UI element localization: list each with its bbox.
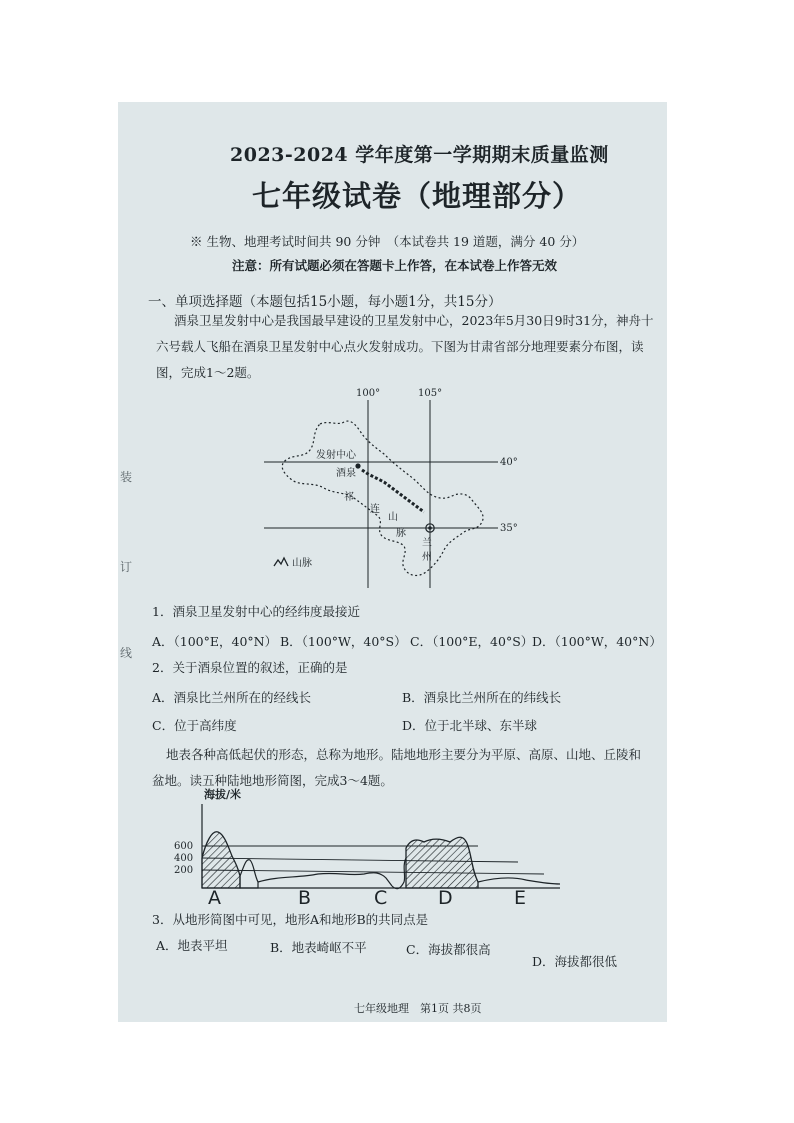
- q3-option-b[interactable]: B．地表崎岖不平: [270, 940, 367, 955]
- qilian-char-4: 脉: [396, 528, 406, 539]
- profile-letter-b: B: [298, 887, 312, 909]
- qilian-char-3: 山: [388, 512, 398, 523]
- gansu-outline: [282, 421, 483, 575]
- lat-label-35: 35°: [500, 523, 518, 534]
- qilian-char-2: 连: [370, 504, 380, 515]
- landform-e: [478, 878, 560, 884]
- profile-letter-a: A: [208, 887, 221, 909]
- exam-title: 2023-2024 学年度第一学期期末质量监测: [230, 144, 609, 166]
- landform-intro-2: 盆地。读五种陆地地形简图，完成3～4题。: [152, 773, 393, 788]
- gansu-map: [258, 382, 528, 592]
- q2-option-a[interactable]: A．酒泉比兰州所在的经线长: [152, 690, 312, 705]
- launch-center-label: 发射中心: [316, 450, 356, 461]
- lon-label-100: 100°: [356, 388, 381, 399]
- q2-option-b[interactable]: B．酒泉比兰州所在的纬线长: [402, 690, 562, 705]
- q3-option-a[interactable]: A．地表平坦: [156, 938, 228, 953]
- intro-line-1: 酒泉卫星发射中心是我国最早建设的卫星发射中心，2023年5月30日9时31分，神舟十: [174, 313, 654, 328]
- tick-600: 600: [174, 841, 194, 852]
- exam-note: ※ 生物、地理考试时间共 90 分钟 （本试卷共 19 道题，满分 40 分）: [190, 234, 585, 249]
- lanzhou-char-1: 兰: [422, 538, 432, 549]
- q1-option-d[interactable]: D．（100°W，40°N）: [532, 634, 662, 649]
- q1-option-a[interactable]: A．（100°E，40°N）: [152, 634, 278, 649]
- mountain-legend-label: 山脉: [292, 558, 312, 569]
- profile-letter-d: D: [438, 887, 453, 909]
- lon-label-105: 105°: [418, 388, 443, 399]
- q3-stem: 3．从地形简图中可见，地形A和地形B的共同点是: [152, 912, 429, 927]
- landform-a-mountain: [202, 832, 240, 888]
- profile-ylabel: 海拔/米: [204, 788, 242, 801]
- landform-profile: [174, 786, 568, 909]
- landform-a-foothill: [240, 860, 258, 888]
- profile-letter-e: E: [514, 887, 527, 909]
- page-footer: 七年级地理 第1页 共8页: [354, 1002, 482, 1015]
- lat-label-40: 40°: [500, 457, 518, 468]
- lanzhou-char-2: 州: [422, 552, 432, 563]
- margin-mark-1: 装: [120, 470, 133, 484]
- q1-option-b[interactable]: B．（100°W，40°S）: [280, 634, 407, 649]
- jiuquan-label: 酒泉: [336, 468, 356, 479]
- profile-letter-c: C: [374, 887, 388, 909]
- exam-warning: 注意：所有试题必须在答题卡上作答，在本试卷上作答无效: [232, 258, 558, 273]
- landform-d: [406, 837, 478, 888]
- qilian-char-1: 祁: [344, 492, 354, 503]
- intro-line-2: 六号载人飞船在酒泉卫星发射中心点火发射成功。下图为甘肃省部分地理要素分布图，读: [156, 339, 644, 354]
- exam-subtitle: 七年级试卷（地理部分）: [252, 179, 583, 213]
- q2-option-c[interactable]: C．位于高纬度: [152, 718, 237, 733]
- q2-stem: 2．关于酒泉位置的叙述，正确的是: [152, 660, 348, 675]
- margin-mark-2: 订: [120, 560, 133, 574]
- intro-line-3: 图，完成1～2题。: [156, 365, 260, 380]
- mountain-legend-icon: [274, 558, 288, 566]
- exam-paper: [118, 102, 667, 1022]
- tick-400: 400: [174, 853, 194, 864]
- lanzhou-dot: [428, 526, 432, 530]
- q3-option-d[interactable]: D．海拔都很低: [532, 954, 618, 969]
- q1-option-c[interactable]: C．（100°E，40°S）: [410, 634, 534, 649]
- jiuquan-dot: [355, 463, 360, 468]
- landform-intro-1: 地表各种高低起伏的形态，总称为地形。陆地地形主要分为平原、高原、山地、丘陵和: [166, 747, 642, 762]
- landform-b: [258, 873, 392, 886]
- q3-option-c[interactable]: C．海拔都很高: [406, 942, 491, 957]
- q2-option-d[interactable]: D．位于北半球、东半球: [402, 718, 538, 733]
- q1-stem: 1．酒泉卫星发射中心的经纬度最接近: [152, 604, 360, 619]
- tick-200: 200: [174, 865, 194, 876]
- section-heading: 一、单项选择题（本题包括15小题，每小题1分，共15分）: [148, 294, 502, 310]
- margin-mark-3: 线: [120, 646, 133, 660]
- landform-c: [392, 858, 406, 889]
